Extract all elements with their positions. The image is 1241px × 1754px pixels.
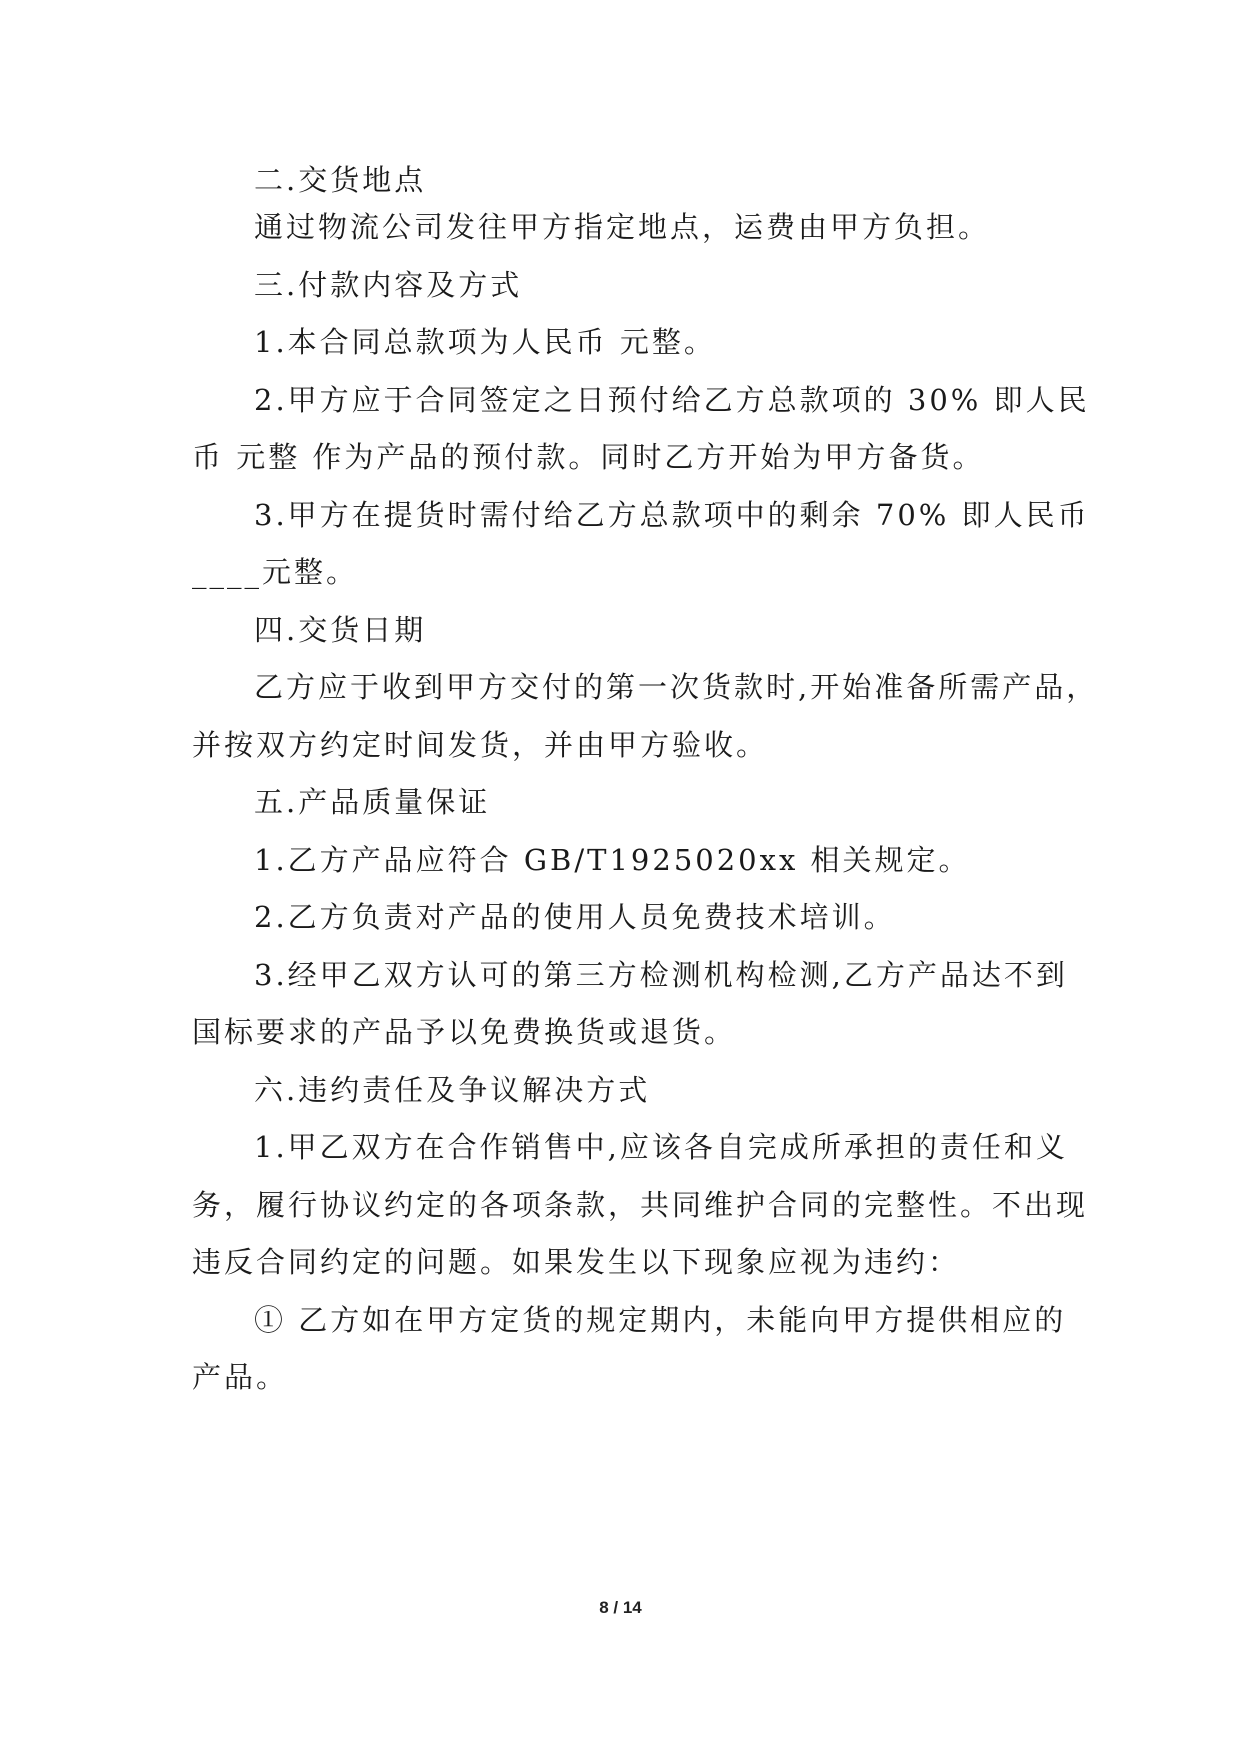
paragraph-line: 违反合同约定的问题。如果发生以下现象应视为违约： — [192, 1245, 961, 1279]
page-number: 8 / 14 — [599, 1598, 642, 1617]
paragraph-line: 3.经甲乙双方认可的第三方检测机构检测,乙方产品达不到 — [254, 958, 1068, 992]
paragraph-line: ① 乙方如在甲方定货的规定期内，未能向甲方提供相应的 — [254, 1303, 1067, 1337]
section-heading-delivery-date: 四.交货日期 — [254, 613, 427, 647]
paragraph-line: 并按双方约定时间发货，并由甲方验收。 — [192, 728, 769, 762]
paragraph-line: 1.乙方产品应符合 GB/T1925020xx 相关规定。 — [254, 843, 971, 877]
section-heading-payment: 三.付款内容及方式 — [254, 268, 523, 302]
paragraph-line: 1.甲乙双方在合作销售中,应该各自完成所承担的责任和义 — [254, 1130, 1068, 1164]
paragraph-line: 3.甲方在提货时需付给乙方总款项中的剩余 70% 即人民币 — [254, 498, 1090, 532]
section-heading-breach: 六.违约责任及争议解决方式 — [254, 1073, 651, 1107]
section-heading-quality: 五.产品质量保证 — [254, 785, 491, 819]
paragraph-line: 2.甲方应于合同签定之日预付给乙方总款项的 30% 即人民 — [254, 383, 1090, 417]
paragraph-line: 产品。 — [192, 1360, 289, 1394]
section-heading-delivery-location: 二.交货地点 — [254, 163, 427, 197]
paragraph-line: 币 元整 作为产品的预付款。同时乙方开始为甲方备货。 — [192, 440, 985, 474]
paragraph-line: 务，履行协议约定的各项条款，共同维护合同的完整性。不出现 — [192, 1188, 1089, 1222]
paragraph-line: 1.本合同总款项为人民币 元整。 — [254, 325, 716, 359]
paragraph-line: 通过物流公司发往甲方指定地点，运费由甲方负担。 — [254, 210, 991, 244]
paragraph-line: 乙方应于收到甲方交付的第一次货款时,开始准备所需产品， — [254, 670, 1099, 704]
paragraph-line: 国标要求的产品予以免费换货或退货。 — [192, 1015, 737, 1049]
paragraph-line: 2.乙方负责对产品的使用人员免费技术培训。 — [254, 900, 896, 934]
paragraph-line: ____元整。 — [192, 555, 359, 589]
